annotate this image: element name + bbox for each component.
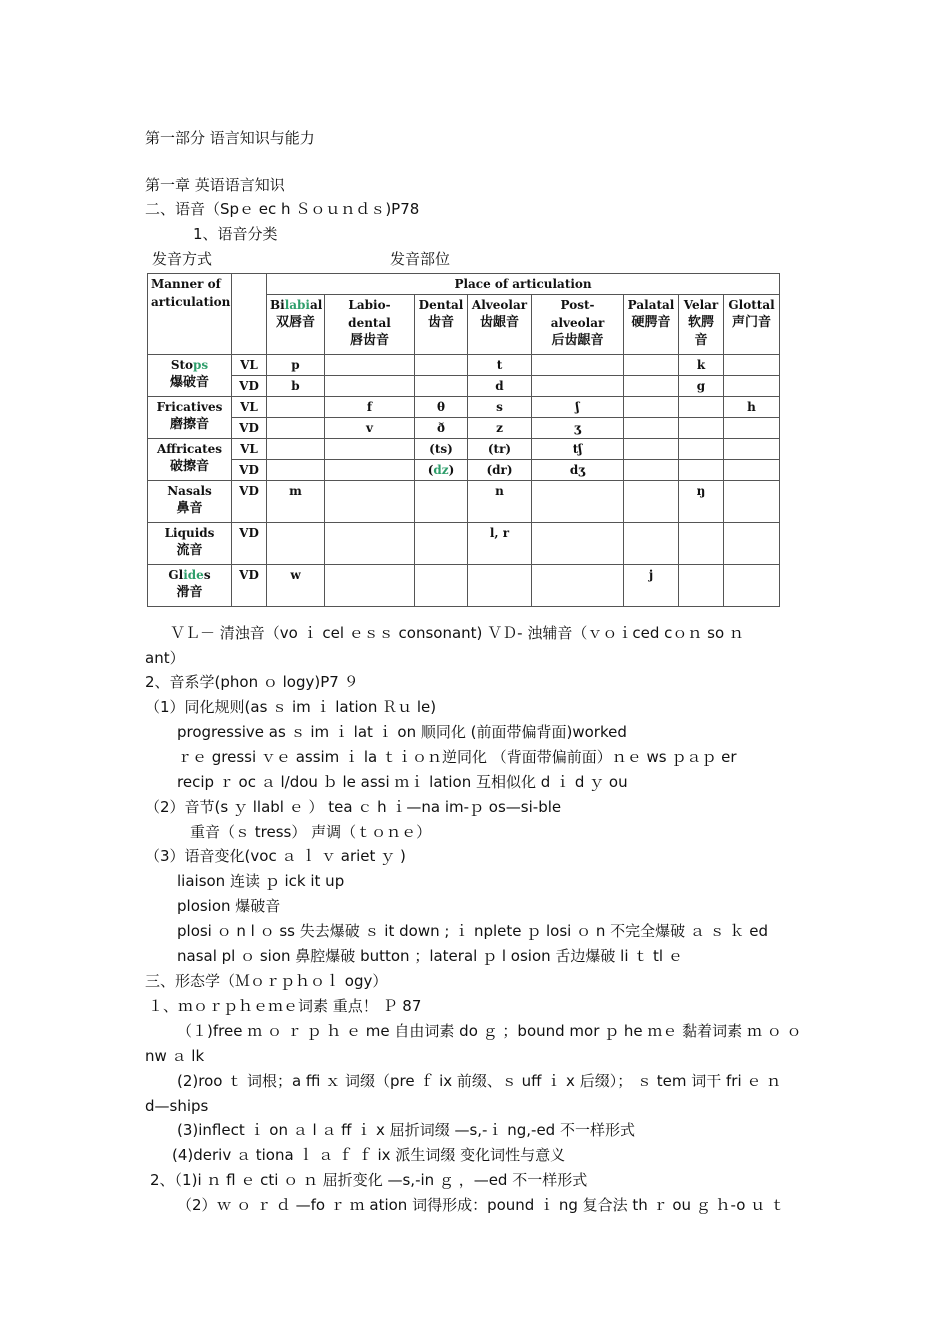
symbol-cell: l, r	[468, 523, 532, 565]
chapter-title: 第一章 英语语言知识	[145, 176, 285, 194]
place-col-7	[724, 295, 780, 355]
symbol-cell	[415, 376, 468, 397]
place-0-en	[270, 296, 321, 314]
symbol-cell	[679, 397, 724, 418]
symbol-cell: (ts)	[415, 439, 468, 460]
voice-cell: VL	[232, 397, 267, 418]
symbol-cell	[415, 565, 468, 607]
symbol-cell	[532, 355, 624, 376]
symbol-cell: z	[468, 418, 532, 439]
place-col-0	[267, 295, 325, 355]
symbol-cell	[624, 376, 679, 397]
note-line: （2）音节(s ｙ llabl ｅ ） tea ｃ h ｉ—na im-ｐ os—si-ble	[145, 798, 562, 816]
place-5-zh: 硬腭音	[631, 315, 671, 330]
place-3-en	[471, 296, 528, 314]
note-line: plosion 爆破音	[177, 897, 281, 915]
manner-5-zh: 滑音	[176, 585, 203, 600]
place-2-zh: 齿音	[427, 315, 454, 330]
place-5-en-part: Palatal	[627, 298, 675, 312]
symbol-cell: d	[468, 376, 532, 397]
symbol-cell: n	[468, 481, 532, 523]
voice-cell: VD	[232, 418, 267, 439]
symbol-cell	[679, 565, 724, 607]
symbol-cell	[267, 523, 325, 565]
note-line: 2、音系学(phon ｏ logy)P7 ９	[145, 673, 359, 691]
place-col-6	[679, 295, 724, 355]
symbol-cell	[624, 397, 679, 418]
symbol-cell: p	[267, 355, 325, 376]
manner-4-en-part: Liquids	[164, 526, 215, 540]
voice-cell: VD	[232, 376, 267, 397]
symbol-cell	[724, 481, 780, 523]
place-label: 发音部位	[390, 250, 451, 268]
symbol-cell: h	[724, 397, 780, 418]
symbol-cell	[724, 439, 780, 460]
symbol-cell	[679, 418, 724, 439]
place-col-1	[325, 295, 415, 355]
place-0-zh: 双唇音	[275, 315, 315, 330]
manner-0-zh: 爆破音	[169, 375, 209, 390]
note-line: liaison 连读 ｐ ick it up	[177, 872, 345, 890]
symbol-highlight: dz	[433, 463, 449, 477]
voice-cell: VD	[232, 523, 267, 565]
note-line: plosi ｏ n l ｏ ss 失去爆破 ｓ it down ; ｉ nplete ｐ losi ｏ n 不完全爆破 ａ ｓ ｋ ed	[177, 922, 768, 940]
symbol-cell	[724, 355, 780, 376]
place-6-zh: 软腭音	[687, 315, 714, 348]
symbol-cell	[325, 565, 415, 607]
symbol-cell	[267, 418, 325, 439]
note-line: （1）同化规则(as ｓ im ｉ lation Ｒｕ le)	[145, 698, 437, 716]
note-line: progressive as ｓ im ｉ lat ｉ on 顺同化 (前面带偏背面)worked	[177, 723, 627, 741]
manner-2-en	[151, 440, 228, 458]
note-line: （3）语音变化(voc ａ ｌ ｖ ariet ｙ )	[145, 847, 406, 865]
place-7-en-part: Glottal	[728, 298, 775, 312]
manner-0	[148, 355, 232, 397]
symbol-cell: s	[468, 397, 532, 418]
place-0-en-highlight: labi	[284, 298, 310, 312]
note-line: ant）	[145, 649, 185, 667]
place-4-en	[535, 296, 620, 332]
symbol-cell	[468, 565, 532, 607]
symbol-cell	[325, 523, 415, 565]
place-col-4	[532, 295, 624, 355]
note-line: （2）ｗ ｏ ｒ ｄ —fo ｒ ｍ ation 词得形成：pound ｉ ng 复合法 th ｒ ou ｇ ｈ-o ｕ ｔ	[177, 1196, 785, 1214]
symbol-cell: b	[267, 376, 325, 397]
symbol-cell	[532, 481, 624, 523]
note-line: (3)inflect ｉ on ａ l ａ ff ｉ x 屈折词缀 —s,-ｉ ng,-ed 不一样形式	[177, 1121, 635, 1139]
note-line: 三、形态学（Ｍｏｒｐｈｏｌ ogy）	[145, 972, 388, 990]
manner-0-en	[151, 356, 228, 374]
place-3-en-part: Alveolar	[471, 298, 528, 312]
symbol-cell	[679, 460, 724, 481]
place-3-zh: 齿龈音	[479, 315, 519, 330]
manner-5-en	[151, 566, 228, 584]
symbol-cell: θ	[415, 397, 468, 418]
symbol-cell	[325, 481, 415, 523]
place-4-zh: 后齿龈音	[551, 333, 604, 348]
place-7-en	[727, 296, 776, 314]
symbol-cell	[724, 376, 780, 397]
note-line: (2)roo ｔ 词根；a ffi ｘ 词缀（pre ｆ ix 前缀、ｓ uff ｉ x 后缀）； ｓ tem 词干 fri ｅ ｎ	[177, 1072, 782, 1090]
symbol-cell	[624, 439, 679, 460]
symbol-cell: tʃ	[532, 439, 624, 460]
symbol-cell	[325, 376, 415, 397]
symbol-cell	[267, 439, 325, 460]
symbol-cell: ʃ	[532, 397, 624, 418]
manner-0-en-highlight: ps	[193, 358, 209, 372]
manner-5	[148, 565, 232, 607]
place-4-en-part: Post-alveolar	[550, 298, 605, 330]
symbol-cell	[325, 355, 415, 376]
manner-1-en-part: Fricatives	[156, 400, 223, 414]
manner-5-en-highlight: ide	[183, 568, 204, 582]
note-line: ＶＬ－ 清浊音（vo ｉ cel ｅｓｓ consonant) ＶＤ- 浊辅音（ｖｏｉced cｏｎ so ｎ	[170, 624, 744, 642]
note-line: recip ｒ oc ａ l/dou ｂ le assi ｍｉ lation 互相似化 d ｉ d ｙ ou	[177, 773, 628, 791]
manner-2-zh: 破擦音	[169, 459, 209, 474]
manner-3-en-part: Nasals	[167, 484, 212, 498]
manner-3	[148, 481, 232, 523]
manner-1	[148, 397, 232, 439]
symbol-cell	[267, 460, 325, 481]
note-line: １、ｍｏｒｐｈｅｍｅ词素 重点！ Ｐ 87	[148, 997, 422, 1015]
symbol-cell: dʒ	[532, 460, 624, 481]
place-0-en-part: Bi	[270, 298, 285, 312]
symbol-cell	[415, 481, 468, 523]
symbol-cell	[532, 523, 624, 565]
place-6-en-part: Velar	[683, 298, 719, 312]
voice-cell: VL	[232, 355, 267, 376]
symbol-cell	[724, 460, 780, 481]
manner-1-en	[151, 398, 228, 416]
manner-0-en-part: Sto	[170, 358, 194, 372]
voice-cell: VD	[232, 481, 267, 523]
voice-cell: VL	[232, 439, 267, 460]
manner-5-en-part: Gl	[168, 568, 184, 582]
note-line: (4)deriv ａ tiona ｌ ａ ｆ ｆ ix 派生词缀 变化词性与意义	[172, 1146, 566, 1164]
place-5-en	[627, 296, 675, 314]
symbol-cell	[624, 418, 679, 439]
symbol-part: (	[427, 463, 434, 477]
symbol-cell	[679, 523, 724, 565]
note-line: ｒｅ gressi ｖｅ assim ｉ la ｔｉｏｎ逆同化 （背面带偏前面）ｎｅ ws ｐａｐ er	[177, 748, 737, 766]
place-col-2	[415, 295, 468, 355]
symbol-cell: ʒ	[532, 418, 624, 439]
symbol-cell	[325, 460, 415, 481]
symbol-cell: w	[267, 565, 325, 607]
symbol-cell	[415, 355, 468, 376]
symbol-cell: (dr)	[468, 460, 532, 481]
place-header: Place of articulation	[267, 274, 780, 295]
symbol-cell	[325, 439, 415, 460]
symbol-cell: f	[325, 397, 415, 418]
section-speech-sounds: 二、语音（Spｅ ec h Ｓｏｕｎｄｓ)P78	[145, 200, 420, 218]
place-1-en	[328, 296, 411, 332]
symbol-cell: k	[679, 355, 724, 376]
symbol-cell	[724, 418, 780, 439]
note-line: （１)free ｍ ｏ ｒ ｐ ｈ ｅ me 自由词素 do ｇ ；bound mor ｐ he ｍｅ 黏着词素 ｍ ｏ ｏ	[177, 1022, 802, 1040]
symbol-cell	[415, 460, 468, 481]
symbol-cell	[724, 523, 780, 565]
symbol-cell	[679, 439, 724, 460]
symbol-cell: ð	[415, 418, 468, 439]
symbol-cell	[624, 523, 679, 565]
note-line: 2、（1)i ｎ fl ｅ cti ｏ ｎ 屈折变化 —s,-in ｇ ，—ed 不一样形式	[150, 1171, 588, 1189]
manner-header: Manner of articulation	[148, 274, 232, 355]
note-line: d—ships	[145, 1097, 209, 1115]
symbol-cell	[624, 355, 679, 376]
place-7-zh: 声门音	[732, 315, 772, 330]
manner-4-zh: 流音	[176, 543, 203, 558]
manner-4	[148, 523, 232, 565]
symbol-cell	[267, 397, 325, 418]
place-1-en-part: Labio-dental	[348, 298, 391, 330]
symbol-cell	[415, 523, 468, 565]
note-line: nasal pl ｏ sion 鼻腔爆破 button ；lateral ｐ l osion 舌边爆破 li ｔ tl ｅ	[177, 947, 683, 965]
symbol-cell: ŋ	[679, 481, 724, 523]
sub-classification: 1、语音分类	[193, 225, 278, 243]
symbol-cell: m	[267, 481, 325, 523]
voice-cell: VD	[232, 565, 267, 607]
note-line: 重音（ｓ tress） 声调（ｔｏｎｅ）	[190, 823, 432, 841]
manner-2-en-part: Affricates	[156, 442, 223, 456]
header-blank	[232, 274, 267, 355]
part-title: 第一部分 语言知识与能力	[145, 129, 315, 147]
symbol-cell: (tr)	[468, 439, 532, 460]
place-2-en	[418, 296, 464, 314]
symbol-cell	[532, 376, 624, 397]
place-0-en-part: al	[310, 298, 323, 312]
place-1-zh: 唇齿音	[349, 333, 389, 348]
manner-4-en	[151, 524, 228, 542]
place-6-en	[682, 296, 720, 314]
voice-cell: VD	[232, 460, 267, 481]
symbol-part: )	[448, 463, 455, 477]
symbol-cell	[624, 460, 679, 481]
manner-3-zh: 鼻音	[176, 501, 203, 516]
symbol-cell	[724, 565, 780, 607]
symbol-cell: v	[325, 418, 415, 439]
symbol-cell: j	[624, 565, 679, 607]
symbol-cell	[532, 565, 624, 607]
place-2-en-part: Dental	[418, 298, 464, 312]
symbol-cell: t	[468, 355, 532, 376]
manner-3-en	[151, 482, 228, 500]
manner-1-zh: 磨擦音	[169, 417, 209, 432]
manner-5-en-part: s	[203, 568, 211, 582]
place-col-3	[468, 295, 532, 355]
symbol-cell: g	[679, 376, 724, 397]
articulation-table	[147, 273, 780, 607]
place-col-5	[624, 295, 679, 355]
manner-2	[148, 439, 232, 481]
note-line: nw ａ lk	[145, 1047, 205, 1065]
symbol-cell	[624, 481, 679, 523]
manner-label: 发音方式	[152, 250, 213, 268]
